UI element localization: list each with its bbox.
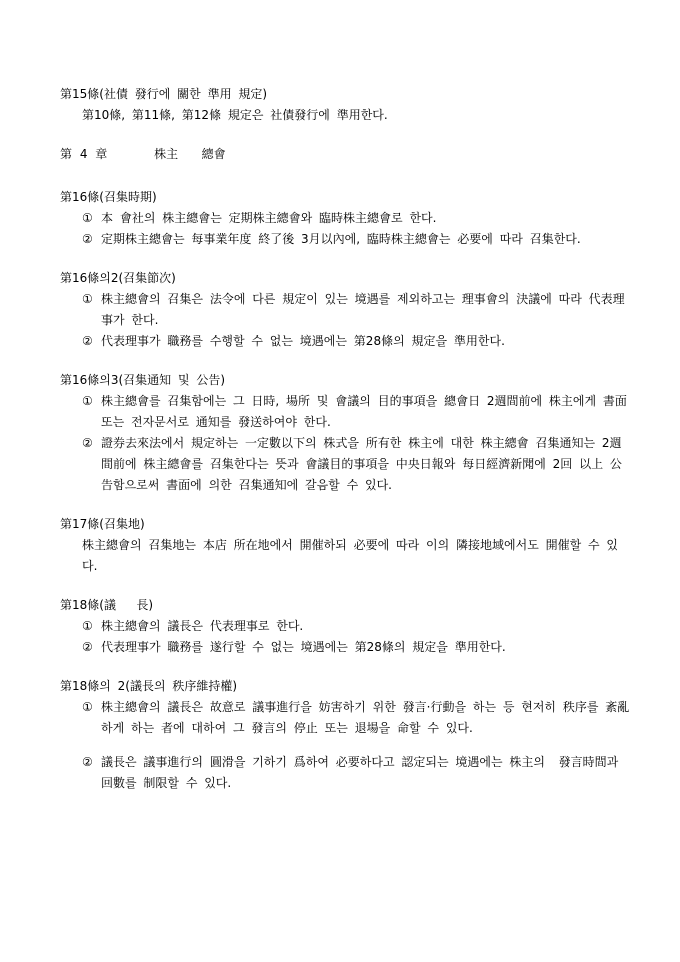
circled-1-marker: ① — [82, 292, 93, 306]
circled-1-marker: ① — [82, 619, 93, 633]
article-18-heading: 第18條(議 長) — [60, 598, 154, 612]
article-18-item-1 — [60, 616, 630, 637]
article-16-2-item-1-text: 株主總會의 召集은 法令에 다른 規定이 있는 境遇를 제외하고는 理事會의 決議에 따라 代表理事가 한다. — [101, 292, 625, 327]
circled-1-marker: ① — [82, 394, 93, 408]
article-15-heading: 第15條(社債 發行에 關한 準用 規定) — [60, 87, 268, 101]
article-16-2-item-1 — [60, 289, 630, 331]
article-16-3-item-1-text: 株主總會를 召集함에는 그 日時, 場所 및 會議의 目的事項을 總會日 2週間前에 株主에게 書面 또는 전자문서로 通知를 發送하여야 한다. — [101, 394, 634, 429]
article-18-item-2-text: 代表理事가 職務를 遂行할 수 없는 境遇에는 第28條의 規定을 準用한다. — [101, 640, 506, 654]
article-15-body-text: 第10條, 第11條, 第12條 規定은 社債發行에 準用한다. — [82, 108, 388, 122]
circled-2-marker: ② — [82, 640, 93, 654]
article-17 — [60, 514, 630, 577]
article-16-item-2-text: 定期株主總會는 每事業年度 終了後 3月以內에, 臨時株主總會는 必要에 따라 召集한다. — [101, 232, 581, 246]
article-16-2-item-2-text: 代表理事가 職務를 수행할 수 없는 境遇에는 第28條의 規定을 準用한다. — [101, 334, 505, 348]
article-16-3-item-2-text: 證券去來法에서 規定하는 一定數以下의 株式을 所有한 株主에 대한 株主總會 召集通知는 2週間前에 株主總會를 召集한다는 뜻과 會議目的事項을 中央日報와 每日經濟新聞에 2回 以上 公告함으로써 書面에 의한 召集通知에 갈음할 수 있다. — [101, 436, 622, 492]
article-16-2-heading: 第16條의2(召集節次) — [60, 271, 176, 285]
circled-1-marker: ① — [82, 700, 93, 714]
circled-2-marker: ② — [82, 436, 93, 450]
circled-1-marker: ① — [82, 211, 93, 225]
article-18-2-item-1 — [60, 697, 630, 739]
article-16-heading: 第16條(召集時期) — [60, 190, 157, 204]
article-18 — [60, 595, 630, 658]
article-16 — [60, 187, 630, 250]
article-18-2-item-2-text: 議長은 議事進行의 圓滑을 기하기 爲하여 必要하다고 認定되는 境遇에는 株主의 發言時間과 回數를 制限할 수 있다. — [101, 755, 626, 790]
circled-2-marker: ② — [82, 334, 93, 348]
article-15-body — [60, 105, 630, 126]
article-16-2 — [60, 268, 630, 352]
article-16-item-2 — [60, 229, 630, 250]
article-18-2-item-1-text: 株主總會의 議長은 故意로 議事進行을 妨害하기 위한 發言·行動을 하는 등 현저히 秩序를 紊亂하게 하는 者에 대하여 그 發言의 停止 또는 退場을 命할 수 있다. — [101, 700, 630, 735]
article-16-item-1 — [60, 208, 630, 229]
article-16-item-1-text: 本 會社의 株主總會는 定期株主總會와 臨時株主總會로 한다. — [101, 211, 437, 225]
article-16-3-item-2 — [60, 433, 630, 496]
article-16-3 — [60, 370, 634, 496]
article-16-3-item-1 — [60, 391, 634, 433]
article-18-item-2 — [60, 637, 630, 658]
chapter-4-title: 第 4 章 株主 總會 — [60, 147, 226, 161]
article-16-2-item-2 — [60, 331, 630, 352]
article-15 — [60, 84, 630, 126]
article-18-2-heading: 第18條의 2(議長의 秩序維持權) — [60, 679, 238, 693]
article-16-3-heading: 第16條의3(召集通知 및 公告) — [60, 373, 226, 387]
article-17-body — [60, 535, 630, 577]
article-18-2 — [60, 676, 630, 794]
circled-2-marker: ② — [82, 755, 93, 769]
article-17-body-text: 株主總會의 召集地는 本店 所在地에서 開催하되 必要에 따라 이의 隣接地域에서도 開催할 수 있다. — [82, 538, 619, 573]
article-17-heading: 第17條(召集地) — [60, 517, 145, 531]
article-18-2-item-2 — [60, 752, 630, 794]
article-18-item-1-text: 株主總會의 議長은 代表理事로 한다. — [101, 619, 304, 633]
circled-2-marker: ② — [82, 232, 93, 246]
